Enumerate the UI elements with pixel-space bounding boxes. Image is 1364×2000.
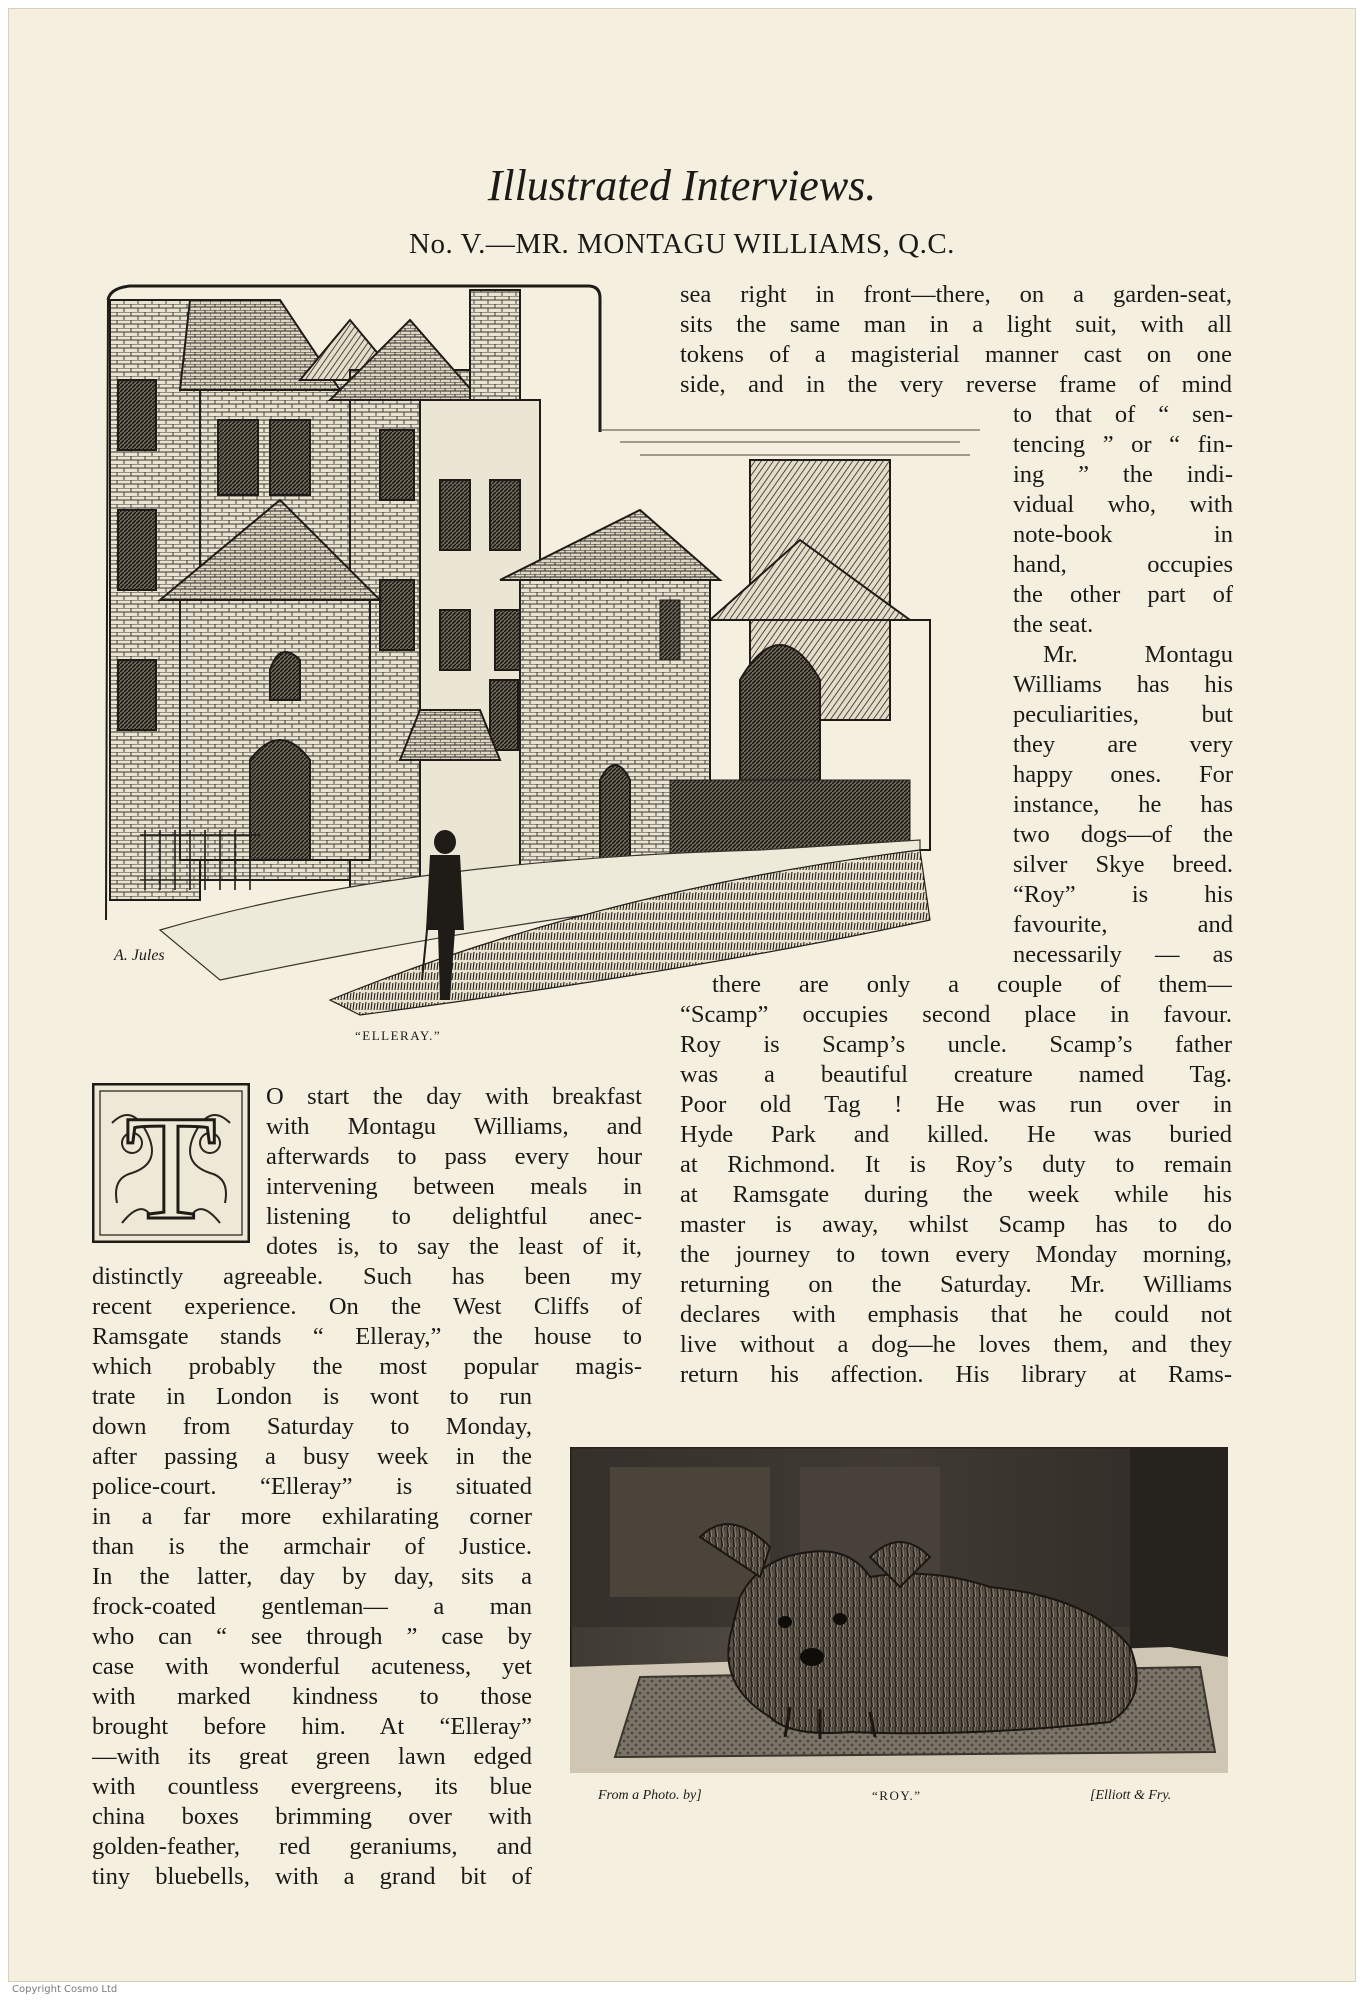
roy-caption: “ROY.” bbox=[872, 1788, 922, 1803]
body-line: tokens of a magisterial manner cast on one bbox=[680, 341, 1232, 368]
photo-credit-right: [Elliott & Fry. bbox=[1090, 1788, 1172, 1803]
body-line: dotes is, to say the least of it, bbox=[266, 1233, 642, 1260]
elleray-caption: “ELLERAY.” bbox=[355, 1028, 442, 1043]
body-line: at Ramsgate during the week while his bbox=[680, 1181, 1232, 1208]
body-line: after passing a busy week in the bbox=[92, 1443, 532, 1470]
copyright-notice: Copyright Cosmo Ltd bbox=[12, 1984, 118, 1995]
drop-cap-letter: T bbox=[125, 1085, 217, 1243]
body-line: O start the day with breakfast bbox=[266, 1083, 642, 1110]
body-line: “Roy” is his bbox=[1013, 881, 1233, 908]
body-line: with marked kindness to those bbox=[92, 1683, 532, 1710]
page-title: Illustrated Interviews. bbox=[487, 161, 877, 210]
body-line: with Montagu Williams, and bbox=[266, 1113, 642, 1140]
body-line: the other part of bbox=[1013, 581, 1233, 608]
body-line: frock-coated gentleman— a man bbox=[92, 1593, 532, 1620]
body-line: declares with emphasis that he could not bbox=[680, 1301, 1232, 1328]
body-line: hand, occupies bbox=[1013, 551, 1233, 578]
body-line: silver Skye breed. bbox=[1013, 851, 1233, 878]
body-line: to that of “ sen- bbox=[1013, 401, 1233, 428]
body-line: tiny bluebells, with a grand bit of bbox=[92, 1863, 532, 1890]
roy-photograph bbox=[570, 1447, 1228, 1773]
body-line: In the latter, day by day, sits a bbox=[92, 1563, 532, 1590]
body-line: the journey to town every Monday morning, bbox=[680, 1241, 1232, 1268]
body-line: Hyde Park and killed. He was buried bbox=[680, 1121, 1232, 1148]
body-line: Ramsgate stands “ Elleray,” the house to bbox=[92, 1323, 642, 1350]
article-subtitle: No. V.—MR. MONTAGU WILLIAMS, Q.C. bbox=[409, 228, 955, 260]
body-line: which probably the most popular magis- bbox=[92, 1353, 642, 1380]
body-line: ing ” the indi- bbox=[1013, 461, 1233, 488]
body-line: note-book in bbox=[1013, 521, 1233, 548]
body-line: favourite, and bbox=[1013, 911, 1233, 938]
body-line: live without a dog—he loves them, and they bbox=[680, 1331, 1232, 1358]
body-line: trate in London is wont to run bbox=[92, 1383, 532, 1410]
body-line: with countless evergreens, its blue bbox=[92, 1773, 532, 1800]
body-line: Poor old Tag ! He was run over in bbox=[680, 1091, 1232, 1118]
body-line: two dogs—of the bbox=[1013, 821, 1233, 848]
body-line: returning on the Saturday. Mr. Williams bbox=[680, 1271, 1232, 1298]
body-line: vidual who, with bbox=[1013, 491, 1233, 518]
photo-credit-left: From a Photo. by] bbox=[598, 1788, 702, 1803]
body-line: master is away, whilst Scamp has to do bbox=[680, 1211, 1232, 1238]
body-line: afterwards to pass every hour bbox=[266, 1143, 642, 1170]
body-line: tencing ” or “ fin- bbox=[1013, 431, 1233, 458]
body-line: side, and in the very reverse frame of mind bbox=[680, 371, 1232, 398]
body-line: —with its great green lawn edged bbox=[92, 1743, 532, 1770]
body-line: in a far more exhilarating corner bbox=[92, 1503, 532, 1530]
body-line: recent experience. On the West Cliffs of bbox=[92, 1293, 642, 1320]
body-line: brought before him. At “Elleray” bbox=[92, 1713, 532, 1740]
body-line: Mr. Montagu bbox=[1043, 641, 1233, 668]
body-line: Roy is Scamp’s uncle. Scamp’s father bbox=[680, 1031, 1232, 1058]
body-line: case with wonderful acuteness, yet bbox=[92, 1653, 532, 1680]
body-line: sea right in front—there, on a garden-seat, bbox=[680, 281, 1232, 308]
body-line: return his affection. His library at Rams- bbox=[680, 1361, 1232, 1388]
body-line: peculiarities, but bbox=[1013, 701, 1233, 728]
body-line: listening to delightful anec- bbox=[266, 1203, 642, 1230]
body-line: sits the same man in a light suit, with all bbox=[680, 311, 1232, 338]
body-line: was a beautiful creature named Tag. bbox=[680, 1061, 1232, 1088]
body-line: police-court. “Elleray” is situated bbox=[92, 1473, 532, 1500]
body-line: necessarily — as bbox=[1013, 941, 1233, 968]
body-line: instance, he has bbox=[1013, 791, 1233, 818]
body-line: they are very bbox=[1013, 731, 1233, 758]
artist-signature: A. Jules bbox=[114, 947, 165, 964]
drop-cap-ornament bbox=[92, 1083, 250, 1243]
body-line: distinctly agreeable. Such has been my bbox=[92, 1263, 642, 1290]
body-line: than is the armchair of Justice. bbox=[92, 1533, 532, 1560]
body-line: intervening between meals in bbox=[266, 1173, 642, 1200]
body-line: there are only a couple of them— bbox=[712, 971, 1232, 998]
body-line: china boxes brimming over with bbox=[92, 1803, 532, 1830]
body-line: down from Saturday to Monday, bbox=[92, 1413, 532, 1440]
body-line: golden-feather, red geraniums, and bbox=[92, 1833, 532, 1860]
body-line: who can “ see through ” case by bbox=[92, 1623, 532, 1650]
body-line: at Richmond. It is Roy’s duty to remain bbox=[680, 1151, 1232, 1178]
body-line: “Scamp” occupies second place in favour. bbox=[680, 1001, 1232, 1028]
body-line: happy ones. For bbox=[1013, 761, 1233, 788]
body-line: Williams has his bbox=[1013, 671, 1233, 698]
body-line: the seat. bbox=[1013, 611, 1094, 638]
